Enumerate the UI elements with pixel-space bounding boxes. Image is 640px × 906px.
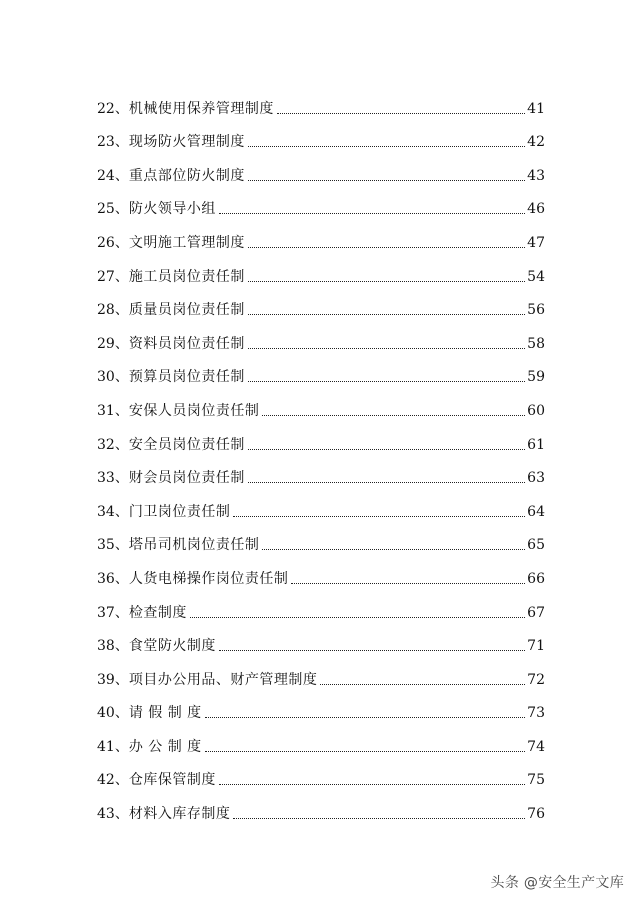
toc-entry-title: 食堂防火制度 <box>128 638 216 655</box>
toc-entry-number: 38、 <box>97 638 129 655</box>
toc-dot-leader <box>248 347 525 349</box>
toc-dot-leader <box>277 112 525 114</box>
toc-entry-number: 39、 <box>97 671 129 688</box>
toc-entry-title: 仓库保管制度 <box>128 772 216 789</box>
toc-entry-number: 24、 <box>97 167 129 184</box>
toc-entry-page-number: 67 <box>527 604 545 621</box>
toc-entry-title: 现场防火管理制度 <box>128 134 245 151</box>
toc-entry[interactable] <box>97 353 545 387</box>
toc-entry-number: 27、 <box>97 268 129 285</box>
toc-dot-leader <box>262 414 525 416</box>
watermark: 头条 @安全生产文库 <box>490 875 624 891</box>
toc-dot-leader <box>233 817 525 819</box>
toc-entry-title: 重点部位防火制度 <box>128 167 245 184</box>
toc-entry-title: 请 假 制 度 <box>128 705 202 722</box>
toc-entry-number: 30、 <box>97 369 129 386</box>
toc-entry-number: 31、 <box>97 402 129 419</box>
toc-entry[interactable] <box>97 789 545 823</box>
toc-entry-number: 34、 <box>97 503 129 520</box>
toc-entry-number: 36、 <box>97 570 129 587</box>
toc-entry-title: 安全员岗位责任制 <box>128 436 245 453</box>
toc-entry-title: 门卫岗位责任制 <box>128 503 231 520</box>
toc-entry-title: 资料员岗位责任制 <box>128 335 245 352</box>
toc-entry[interactable] <box>97 386 545 420</box>
toc-entry-title: 项目办公用品、财产管理制度 <box>128 671 318 688</box>
toc-entry-number: 35、 <box>97 537 129 554</box>
toc-entry-title: 塔吊司机岗位责任制 <box>128 537 260 554</box>
toc-entry-page-number: 58 <box>527 335 545 352</box>
toc-entry[interactable] <box>97 185 545 219</box>
toc-entry[interactable] <box>97 151 545 185</box>
toc-entry-title: 施工员岗位责任制 <box>128 268 245 285</box>
toc-entry-title: 办 公 制 度 <box>128 738 202 755</box>
toc-entry[interactable] <box>97 588 545 622</box>
toc-entry-title: 质量员岗位责任制 <box>128 302 245 319</box>
toc-dot-leader <box>320 683 525 685</box>
toc-entry-number: 43、 <box>97 806 129 823</box>
toc-entry-page-number: 61 <box>527 436 545 453</box>
toc-dot-leader <box>205 716 525 718</box>
toc-dot-leader <box>248 380 525 382</box>
toc-dot-leader <box>233 515 525 517</box>
toc-entry-page-number: 66 <box>527 570 545 587</box>
toc-entry-number: 42、 <box>97 772 129 789</box>
toc-dot-leader <box>248 145 525 147</box>
toc-dot-leader <box>248 448 525 450</box>
toc-dot-leader <box>248 280 525 282</box>
toc-entry-page-number: 59 <box>527 369 545 386</box>
toc-dot-leader <box>248 179 525 181</box>
toc-dot-leader <box>248 481 525 483</box>
toc-entry-page-number: 75 <box>527 772 545 789</box>
toc-entry-page-number: 46 <box>527 201 545 218</box>
toc-entry-page-number: 72 <box>527 671 545 688</box>
toc-entry-title: 预算员岗位责任制 <box>128 369 245 386</box>
toc-entry-title: 材料入库存制度 <box>128 806 231 823</box>
toc-entry-number: 32、 <box>97 436 129 453</box>
toc-dot-leader <box>248 246 525 248</box>
toc-entry[interactable] <box>97 286 545 320</box>
toc-entry[interactable] <box>97 487 545 521</box>
toc-entry-title: 安保人员岗位责任制 <box>128 402 260 419</box>
toc-dot-leader <box>219 212 525 214</box>
toc-entry-page-number: 56 <box>527 302 545 319</box>
toc-entry-number: 28、 <box>97 302 129 319</box>
toc-entry-number: 25、 <box>97 201 129 218</box>
toc-dot-leader <box>248 313 525 315</box>
toc-entry[interactable] <box>97 319 545 353</box>
toc-entry-number: 22、 <box>97 100 129 117</box>
toc-entry-page-number: 41 <box>527 100 545 117</box>
toc-entry[interactable] <box>97 84 545 118</box>
toc-entry[interactable] <box>97 622 545 656</box>
toc-dot-leader <box>291 582 525 584</box>
toc-dot-leader <box>190 616 525 618</box>
toc-dot-leader <box>219 649 525 651</box>
toc-dot-leader <box>205 750 525 752</box>
toc-entry-page-number: 43 <box>527 167 545 184</box>
toc-entry-number: 41、 <box>97 738 129 755</box>
toc-dot-leader <box>262 548 525 550</box>
toc-entry[interactable] <box>97 689 545 723</box>
toc-entry-page-number: 54 <box>527 268 545 285</box>
toc-entry-title: 财会员岗位责任制 <box>128 470 245 487</box>
table-of-contents <box>97 84 545 823</box>
toc-entry-page-number: 73 <box>527 705 545 722</box>
toc-entry[interactable] <box>97 756 545 790</box>
toc-entry-page-number: 63 <box>527 470 545 487</box>
toc-entry-number: 23、 <box>97 134 129 151</box>
toc-entry-title: 防火领导小组 <box>128 201 216 218</box>
toc-entry[interactable] <box>97 521 545 555</box>
toc-entry[interactable] <box>97 655 545 689</box>
toc-entry-number: 29、 <box>97 335 129 352</box>
toc-entry-page-number: 47 <box>527 234 545 251</box>
toc-entry[interactable] <box>97 252 545 286</box>
toc-entry[interactable] <box>97 118 545 152</box>
toc-entry[interactable] <box>97 218 545 252</box>
toc-entry-page-number: 64 <box>527 503 545 520</box>
toc-entry-page-number: 76 <box>527 806 545 823</box>
toc-entry-page-number: 60 <box>527 402 545 419</box>
toc-entry-number: 40、 <box>97 705 129 722</box>
toc-entry-page-number: 65 <box>527 537 545 554</box>
toc-entry-number: 26、 <box>97 234 129 251</box>
toc-entry-number: 37、 <box>97 604 129 621</box>
toc-entry[interactable] <box>97 420 545 454</box>
toc-entry-title: 检查制度 <box>128 604 187 621</box>
toc-entry-number: 33、 <box>97 470 129 487</box>
toc-entry-title: 文明施工管理制度 <box>128 234 245 251</box>
toc-entry-page-number: 74 <box>527 738 545 755</box>
toc-entry[interactable] <box>97 722 545 756</box>
toc-entry-page-number: 42 <box>527 134 545 151</box>
toc-dot-leader <box>219 783 525 785</box>
toc-entry-page-number: 71 <box>527 638 545 655</box>
toc-entry-title: 机械使用保养管理制度 <box>128 100 274 117</box>
toc-entry-title: 人货电梯操作岗位责任制 <box>128 570 289 587</box>
toc-entry[interactable] <box>97 554 545 588</box>
toc-entry[interactable] <box>97 454 545 488</box>
